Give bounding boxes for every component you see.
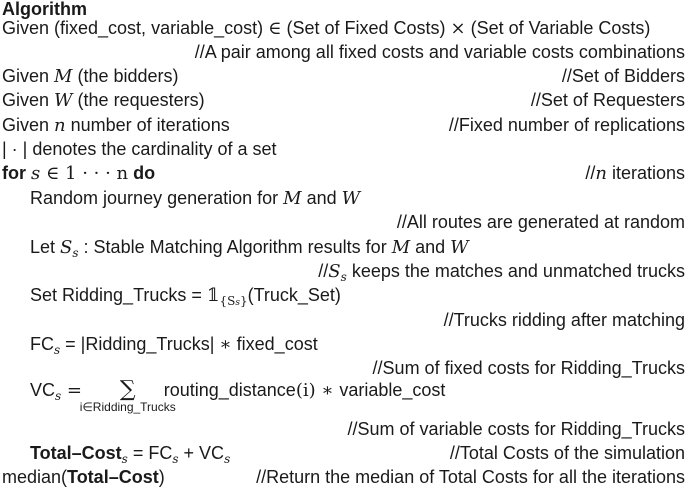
- fixed-cost-term: fixed_cost: [231, 334, 318, 354]
- algo-line-9: [0, 210, 685, 234]
- indicator-function: 𝟙: [206, 285, 220, 306]
- and-text: and: [410, 237, 451, 257]
- keeps-matches-text: keeps the matches and unmatched trucks: [346, 261, 685, 281]
- given-label: Given: [2, 115, 55, 135]
- set-fixed-costs: (Set of Fixed Costs): [281, 18, 451, 38]
- median-return: [2, 465, 165, 489]
- multiply-symbol: ∗: [315, 380, 340, 401]
- var-w: W: [450, 237, 469, 258]
- equals-symbol: =: [61, 380, 88, 401]
- for-loop-header: [2, 161, 155, 186]
- requesters-label: (the requesters): [72, 90, 205, 110]
- subscript-s: s: [54, 343, 61, 357]
- keyword-do: do: [133, 163, 156, 183]
- algo-line-13: [0, 308, 685, 332]
- line-1-text: [2, 16, 650, 41]
- comment-pair-combinations: //A pair among all fixed costs and variable costs combinations: [194, 42, 685, 62]
- stable-matching-text: : Stable Matching Algorithm results for: [78, 237, 392, 257]
- algo-line-16: [0, 378, 685, 418]
- given-bidders: [2, 64, 179, 89]
- summation-limit: i∈Ridding_Trucks: [79, 400, 176, 414]
- var-s: s: [31, 163, 41, 184]
- subscript-s: s: [235, 298, 240, 308]
- algo-line-17: [0, 417, 685, 441]
- var-m: M: [391, 237, 411, 258]
- iterations-label: number of iterations: [65, 115, 230, 135]
- subscript-s: s: [55, 389, 62, 403]
- algo-line-2: [0, 40, 685, 64]
- multiply-symbol: ∗: [219, 334, 232, 355]
- fixed-cost-formula: [30, 332, 318, 357]
- algo-line-5: [0, 113, 685, 137]
- close-paren: ): [158, 467, 165, 487]
- algo-line-7: [0, 161, 685, 185]
- variable-cost-term: variable_cost: [339, 380, 446, 400]
- algo-line-18: [0, 441, 685, 465]
- var-n: n: [595, 163, 607, 184]
- variable-cost-formula: [30, 377, 446, 414]
- var-S: S: [328, 261, 341, 282]
- comment-fixed-replications: //Fixed number of replications: [448, 115, 685, 135]
- cartesian-product-symbol: ×: [450, 18, 466, 39]
- comment-set-of-requesters: //Set of Requesters: [530, 90, 685, 110]
- var-m: M: [54, 66, 73, 87]
- element-of-symbol: ∈: [268, 18, 282, 39]
- algo-line-11: [0, 259, 685, 283]
- comment-ss-keeps-matches: [318, 259, 685, 284]
- algo-line-4: [0, 88, 685, 112]
- element-of-symbol: ∈: [40, 163, 66, 184]
- comment-n-iterations: [585, 161, 685, 186]
- comment-iterations-text: iterations: [606, 163, 685, 183]
- routing-distance-term: routing_distance: [163, 380, 296, 400]
- median-function: median(: [2, 467, 68, 487]
- algo-line-15: [0, 356, 685, 380]
- truck-set-text: (Truck_Set): [247, 285, 341, 305]
- var-w: W: [54, 90, 73, 111]
- given-iterations: [2, 113, 230, 138]
- subscript-s: s: [72, 246, 79, 260]
- given-pair-text: Given (fixed_cost, variable_cost): [2, 18, 269, 38]
- set-variable-costs: (Set of Variable Costs): [465, 18, 651, 38]
- algo-line-3: [0, 64, 685, 88]
- comment-set-of-bidders: //Set of Bidders: [561, 66, 685, 86]
- given-label: Given: [2, 90, 55, 110]
- comment-slashes: //: [318, 261, 329, 281]
- routing-distance-arg: (i): [295, 380, 316, 401]
- algo-line-12: [0, 283, 685, 307]
- comment-sum-fixed-costs: //Sum of fixed costs for Ridding_Trucks: [372, 358, 685, 378]
- set-ridding-trucks-text: Set Ridding_Trucks =: [30, 285, 207, 305]
- fc-equation: = |Ridding_Trucks|: [60, 334, 220, 354]
- subscript-set-close: }: [239, 294, 248, 308]
- subscript-s: s: [340, 270, 347, 284]
- total-cost-label: Total–Cost: [30, 443, 122, 463]
- random-journey-step: [30, 186, 360, 211]
- algo-line-8: [0, 186, 685, 210]
- bidders-label: (the bidders): [72, 66, 179, 86]
- let-text: Let: [30, 237, 61, 257]
- vc-term: + VC: [178, 443, 225, 463]
- algorithm-title: Algorithm: [2, 0, 87, 19]
- vc-label: VC: [30, 380, 56, 400]
- and-text: and: [301, 188, 342, 208]
- subscript-set-open: {S: [219, 294, 236, 308]
- algo-line-14: [0, 332, 685, 356]
- var-m: M: [283, 188, 302, 209]
- var-n: n: [54, 115, 66, 136]
- stable-matching-step: [30, 235, 469, 260]
- given-requesters: [2, 88, 205, 113]
- comment-trucks-ridding: //Trucks ridding after matching: [443, 310, 685, 330]
- algo-line-19: [0, 465, 685, 489]
- var-S: S: [60, 237, 73, 258]
- var-w: W: [341, 188, 361, 209]
- given-label: Given: [2, 66, 55, 86]
- comment-routes-random: //All routes are generated at random: [396, 212, 685, 232]
- comment-total-costs: //Total Costs of the simulation: [449, 443, 685, 463]
- loop-range: 1 · · · n: [65, 163, 129, 184]
- subscript-s: s: [224, 452, 231, 466]
- fc-label: FC: [30, 334, 54, 354]
- random-journey-text: Random journey generation for: [30, 188, 284, 208]
- total-cost-formula: [30, 441, 230, 465]
- subscript-s: s: [121, 452, 128, 466]
- comment-slashes: //: [585, 163, 596, 183]
- keyword-for: for: [2, 163, 26, 183]
- algo-line-10: [0, 235, 685, 259]
- summation: [64, 377, 192, 414]
- subscript-s: s: [172, 452, 179, 466]
- comment-sum-variable-costs: //Sum of variable costs for Ridding_Trucks: [347, 419, 685, 439]
- set-ridding-trucks-step: [30, 283, 341, 308]
- comment-return-median: //Return the median of Total Costs for all the iterations: [256, 467, 685, 487]
- algo-line-1: [0, 16, 685, 40]
- summation-symbol: ∑: [119, 377, 136, 402]
- cardinality-note: | · | denotes the cardinality of a set: [2, 139, 277, 159]
- fc-term: = FC: [127, 443, 173, 463]
- total-cost-label: Total–Cost: [67, 467, 159, 487]
- algo-line-6: [0, 137, 685, 161]
